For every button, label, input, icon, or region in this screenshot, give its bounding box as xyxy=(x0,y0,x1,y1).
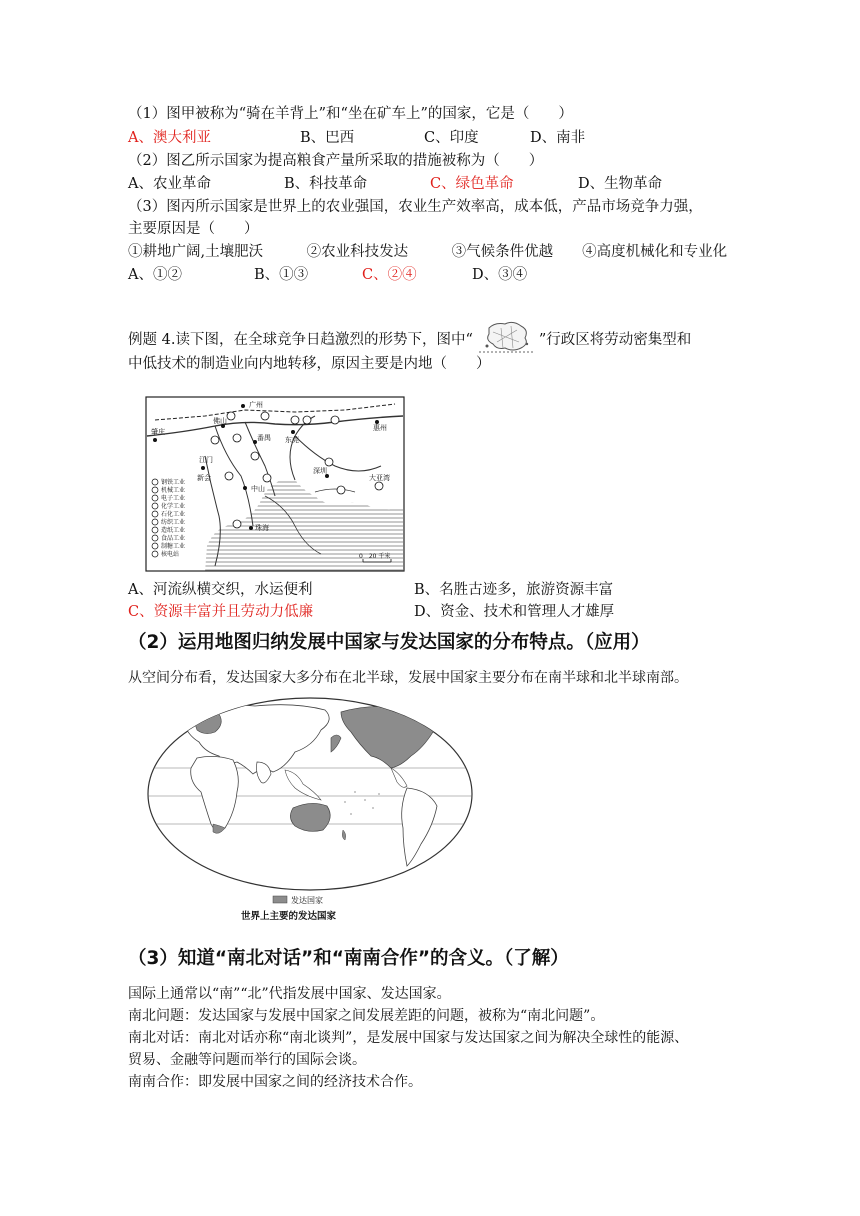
legend-item-4: 石化工业 xyxy=(161,511,186,518)
world-map-legend-label: 发达国家 xyxy=(291,896,323,905)
q3-option-b: B、①③ xyxy=(254,267,309,283)
map-label-dayawan: 大亚湾 xyxy=(369,474,390,482)
ex4-option-c: C、资源丰富并且劳动力低廉 xyxy=(128,604,314,620)
section3-p3-line1: 南北对话：南北对话亦称“南北谈判”，是发展中国家与发达国家之间为解决全球性的能源、 xyxy=(128,1030,689,1046)
section2-text: 从空间分布看，发达国家大多分布在北半球，发展中国家主要分布在南半球和北半球南部。 xyxy=(128,670,688,686)
map-label-dongguan: 东莞 xyxy=(285,436,299,444)
map-label-guangzhou: 广州 xyxy=(249,401,263,409)
q3-factors: ①耕地广阔,土壤肥沃 ②农业科技发达 ③气候条件优越 ④高度机械化和专业化 xyxy=(128,244,728,260)
section3-p2: 南北问题：发达国家与发展中国家之间发展差距的问题，被称为“南北问题”。 xyxy=(128,1008,605,1024)
section3-p1: 国际上通常以“南”“北”代指发展中国家、发达国家。 xyxy=(128,986,451,1002)
map-label-jiangmen: 江门 xyxy=(199,456,213,464)
pearl-river-delta-map xyxy=(145,396,405,572)
q2-option-c: C、绿色革命 xyxy=(430,176,514,192)
hong-kong-region-icon xyxy=(475,318,537,358)
q1-option-d: D、南非 xyxy=(530,130,586,146)
world-map-title: 世界上主要的发达国家 xyxy=(241,911,337,922)
world-developed-countries-map xyxy=(145,696,475,924)
legend-item-8: 制糖工业 xyxy=(161,543,186,550)
legend-item-7: 食品工业 xyxy=(161,535,186,542)
map-label-panyu: 番禺 xyxy=(257,434,271,442)
q1-option-b: B、巴西 xyxy=(300,130,355,146)
q1-option-a: A、澳大利亚 xyxy=(128,130,211,146)
map-label-zhuhai: 珠海 xyxy=(255,524,269,532)
legend-item-2: 电子工业 xyxy=(161,495,186,502)
map-label-shenzhen: 深圳 xyxy=(313,467,327,475)
q3-option-c: C、②④ xyxy=(362,267,417,283)
q2-option-b: B、科技革命 xyxy=(284,176,368,192)
q1-stem: （1）图甲被称为“骑在羊背上”和“坐在矿车上”的国家，它是（ ） xyxy=(128,106,573,122)
legend-item-0: 钢铁工业 xyxy=(161,479,186,486)
legend-item-1: 机械工业 xyxy=(161,487,186,494)
legend-item-6: 造纸工业 xyxy=(161,527,186,534)
map-label-huizhou: 惠州 xyxy=(373,424,387,432)
q3-option-d: D、③④ xyxy=(472,267,528,283)
map-label-xinhui: 新会 xyxy=(197,474,211,482)
ex4-option-a: A、河流纵横交织，水运便利 xyxy=(128,582,313,598)
q2-option-a: A、农业革命 xyxy=(128,176,211,192)
q3-stem-line1: （3）图丙所示国家是世界上的农业强国，农业生产效率高，成本低，产品市场竞争力强， xyxy=(128,199,703,215)
section3-p3-line2: 贸易、金融等问题而举行的国际会谈。 xyxy=(128,1052,366,1068)
ex4-stem-part1: 例题 4.读下图，在全球竞争日趋激烈的形势下，图中“ xyxy=(128,332,473,348)
section2-heading: （2）运用地图归纳发展中国家与发达国家的分布特点。（应用） xyxy=(128,632,650,653)
legend-item-9: 核电站 xyxy=(161,551,180,558)
map-label-zhongshan: 中山 xyxy=(251,485,265,493)
map-scale-label: 0 20 千米 xyxy=(359,553,391,560)
section3-p4: 南南合作：即发展中国家之间的经济技术合作。 xyxy=(128,1074,422,1090)
q2-option-d: D、生物革命 xyxy=(578,176,663,192)
q1-option-c: C、印度 xyxy=(424,130,479,146)
map-label-zhaoqing: 肇庆 xyxy=(151,428,165,436)
q3-option-a: A、①② xyxy=(128,267,182,283)
map-label-foshan: 佛山 xyxy=(213,417,227,425)
legend-item-5: 纺织工业 xyxy=(161,519,186,526)
q2-stem: （2）图乙所示国家为提高粮食产量所采取的措施被称为（ ） xyxy=(128,153,544,169)
ex4-stem-part2: ”行政区将劳动密集型和 xyxy=(538,332,692,348)
ex4-stem-line2: 中低技术的制造业向内地转移，原因主要是内地（ ） xyxy=(128,356,491,372)
ex4-option-b: B、名胜古迹多，旅游资源丰富 xyxy=(414,582,614,598)
q3-stem-line2: 主要原因是（ ） xyxy=(128,221,259,237)
legend-item-3: 化学工业 xyxy=(161,503,186,510)
section3-heading: （3）知道“南北对话”和“南南合作”的含义。（了解） xyxy=(128,948,569,969)
ex4-option-d: D、资金、技术和管理人才雄厚 xyxy=(414,604,615,620)
